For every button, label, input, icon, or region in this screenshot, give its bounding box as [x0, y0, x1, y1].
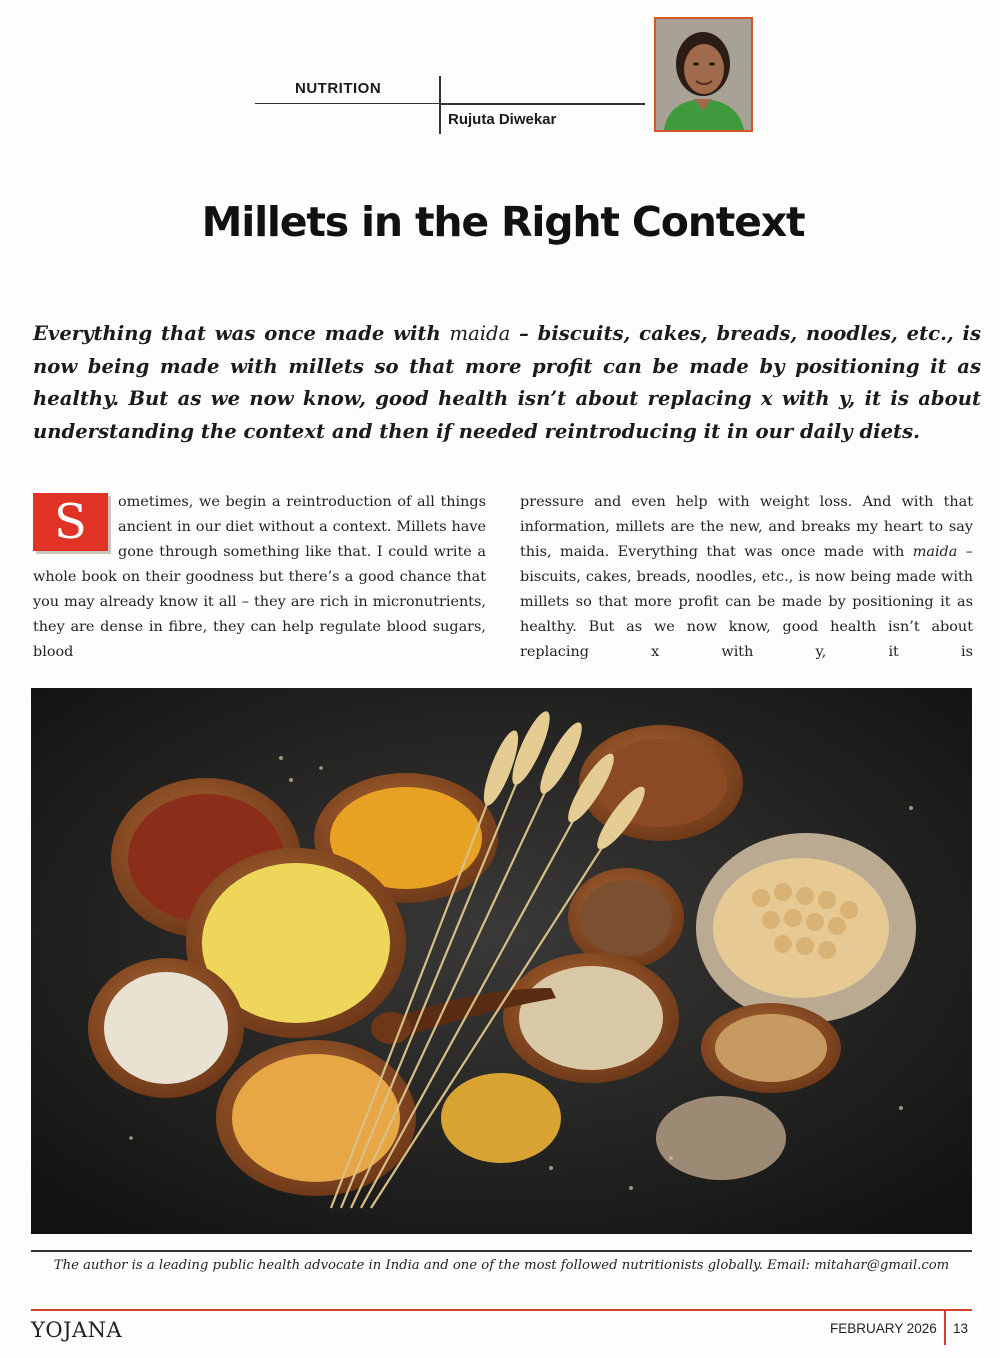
- issue-date: FEBRUARY 2026: [830, 1321, 937, 1336]
- standfirst: [33, 318, 981, 448]
- grains-illustration: [31, 688, 972, 1234]
- body-column-left: [33, 490, 486, 665]
- header-rule: [440, 103, 645, 105]
- standfirst-text-end: – biscuits, cakes, breads, noodles, etc., is now being made with millets so that more profit can be made by positioning it as healthy. But as we now know, good health isn’t about replacing x with y, it is about understanding the context and then if needed reintroducing it in our daily diets.: [33, 322, 981, 443]
- header-divider: [439, 76, 441, 134]
- article-title: Millets in the Right Context: [201, 198, 805, 246]
- standfirst-text: Everything that was once made with: [33, 322, 450, 345]
- body-column-right: [520, 490, 973, 665]
- magazine-name: YOJANA: [31, 1318, 123, 1342]
- body-paragraph-left: ometimes, we begin a reintroduction of all things ancient in our diet without a context. Millets have gone through something like that. I could write a whole book on their goodness but there’s a good chance that you may already know it all – they are rich in micronutrients, they are dense in fibre, they can help regulate blood sugars, blood: [33, 494, 486, 660]
- author-name: Rujuta Diwekar: [448, 111, 557, 128]
- footer-rule: [31, 1309, 972, 1311]
- author-bio: The author is a leading public health advocate in India and one of the most followed nutritionists globally. Email: mitahar@gmail.com: [53, 1258, 950, 1273]
- author-portrait: [656, 19, 751, 130]
- standfirst-emphasis: maida: [449, 322, 511, 345]
- section-label: NUTRITION: [255, 80, 440, 104]
- author-photo: [654, 17, 753, 132]
- body-text-end: – biscuits, cakes, breads, noodles, etc., is now being made with millets so that more profit can be made by positioning it as healthy. But as we now know, good health isn’t about replacing x with y, it is: [520, 544, 973, 660]
- drop-cap: S: [33, 493, 108, 551]
- grains-photo: [31, 688, 972, 1234]
- page-number: 13: [953, 1321, 969, 1336]
- body-emphasis: maida: [912, 544, 958, 560]
- footer-divider: [944, 1309, 946, 1345]
- bio-rule: [31, 1250, 972, 1252]
- body-paragraph-right: [520, 490, 973, 665]
- body-text: pressure and even help with weight loss. And with that information, millets are the new, and breaks my heart to say this, maida. Everything that was once made with: [520, 494, 973, 560]
